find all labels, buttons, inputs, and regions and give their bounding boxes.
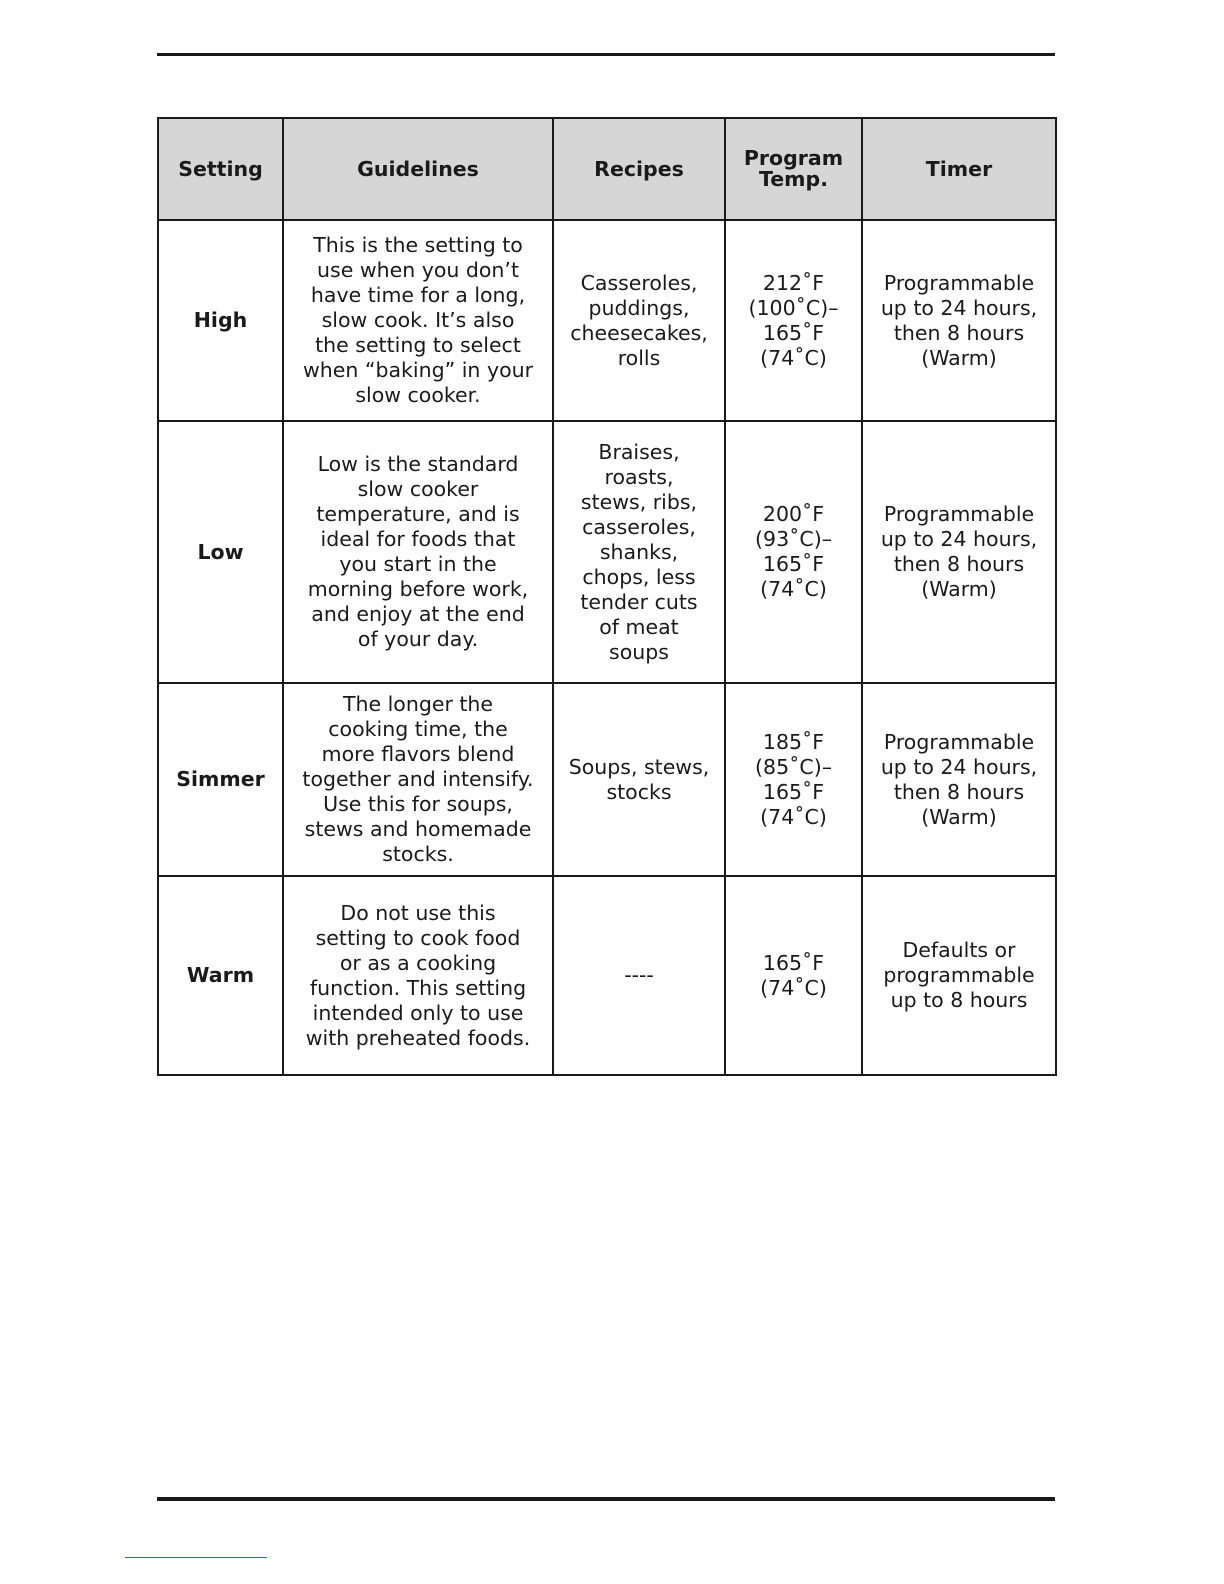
- header-guidelines: Guidelines: [283, 118, 553, 220]
- footer-stub-line: [125, 1557, 267, 1558]
- header-program-temp: Program Temp.: [725, 118, 862, 220]
- setting-cell: High: [158, 220, 283, 421]
- table-row-low: [158, 421, 1056, 683]
- temp-cell: 200˚F (93˚C)– 165˚F (74˚C): [725, 421, 862, 683]
- header-recipes: Recipes: [553, 118, 725, 220]
- recipes-cell: ----: [553, 876, 725, 1075]
- setting-cell: Simmer: [158, 683, 283, 876]
- settings-table: [157, 117, 1057, 1076]
- temp-cell: 165˚F (74˚C): [725, 876, 862, 1075]
- guidelines-cell: This is the setting to use when you don’t have time for a long, slow cook. It’s also the setting to select when “baking” in your slow cooker.: [283, 220, 553, 421]
- header-setting: Setting: [158, 118, 283, 220]
- guidelines-cell: Do not use this setting to cook food or as a cooking function. This setting intended only to use with preheated foods.: [283, 876, 553, 1075]
- setting-cell: Low: [158, 421, 283, 683]
- header-timer: Timer: [862, 118, 1056, 220]
- setting-cell: Warm: [158, 876, 283, 1075]
- guidelines-cell: The longer the cooking time, the more flavors blend together and intensify. Use this for soups, stews and homemade stocks.: [283, 683, 553, 876]
- temp-cell: 212˚F (100˚C)– 165˚F (74˚C): [725, 220, 862, 421]
- table-row-high: [158, 220, 1056, 421]
- timer-cell: Defaults or programmable up to 8 hours: [862, 876, 1056, 1075]
- guidelines-cell: Low is the standard slow cooker temperature, and is ideal for foods that you start in the morning before work, and enjoy at the end of your day.: [283, 421, 553, 683]
- table-row-warm: [158, 876, 1056, 1075]
- temp-cell: 185˚F (85˚C)– 165˚F (74˚C): [725, 683, 862, 876]
- recipes-cell: Braises, roasts, stews, ribs, casseroles, shanks, chops, less tender cuts of meat soups: [553, 421, 725, 683]
- timer-cell: Programmable up to 24 hours, then 8 hours (Warm): [862, 683, 1056, 876]
- table-row-simmer: [158, 683, 1056, 876]
- timer-cell: Programmable up to 24 hours, then 8 hours (Warm): [862, 421, 1056, 683]
- recipes-cell: Soups, stews, stocks: [553, 683, 725, 876]
- bottom-rule: [157, 1497, 1055, 1501]
- recipes-cell: Casseroles, puddings, cheesecakes, rolls: [553, 220, 725, 421]
- timer-cell: Programmable up to 24 hours, then 8 hours (Warm): [862, 220, 1056, 421]
- header-row: [158, 118, 1056, 220]
- top-rule: [157, 53, 1055, 56]
